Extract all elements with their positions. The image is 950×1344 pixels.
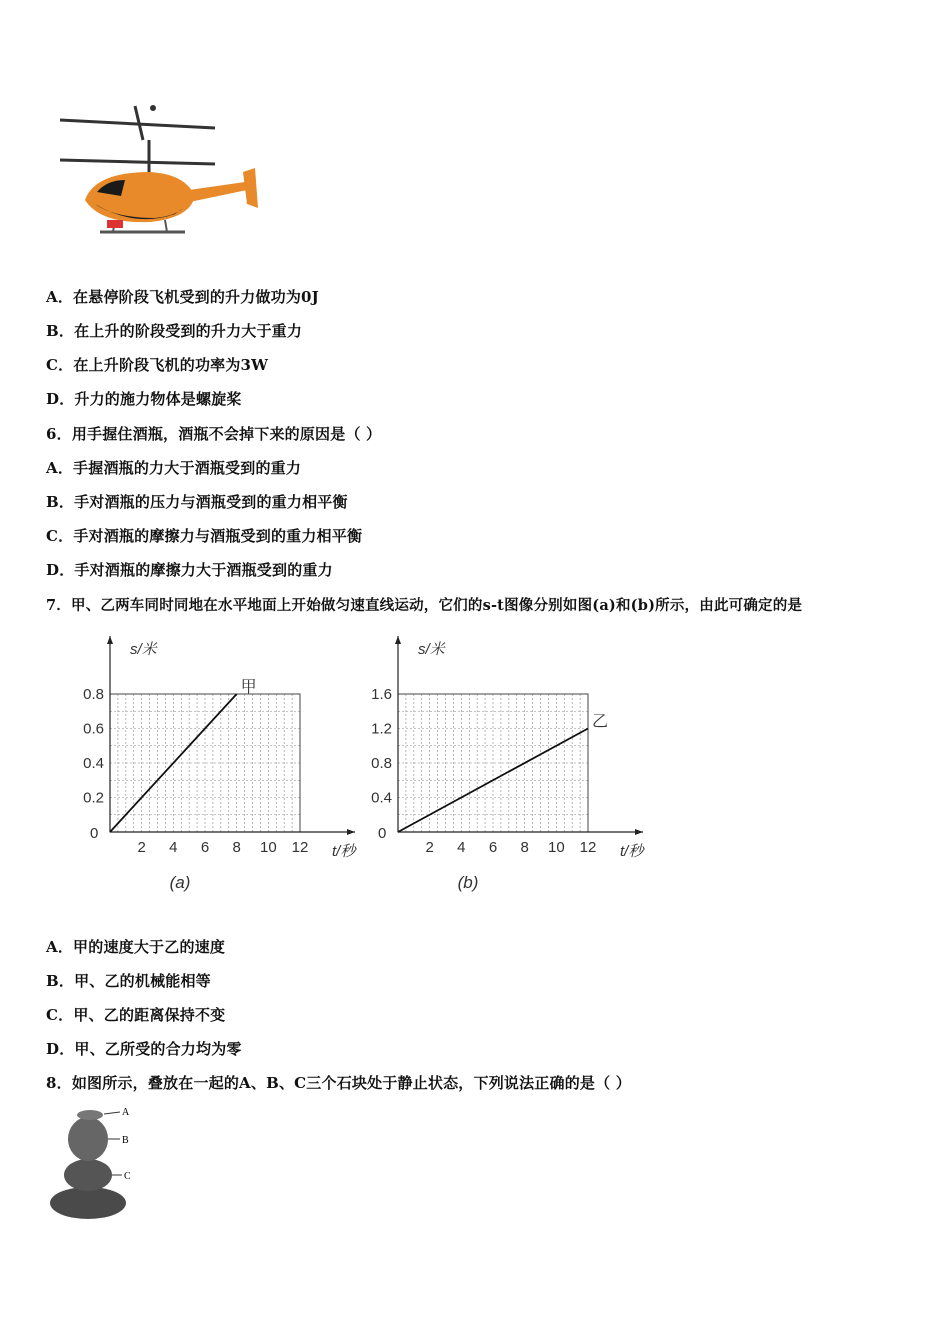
x-tick-label: 10	[259, 839, 277, 856]
y-tick-label: 0.8	[371, 755, 392, 772]
x-tick-label: 2	[137, 839, 146, 856]
y-tick-label: 0.8	[83, 686, 104, 703]
x-tick-label: 8	[520, 839, 529, 856]
y-axis-label: s/米	[418, 641, 445, 658]
x-tick-label: 6	[488, 839, 498, 856]
y-axis-arrow	[107, 636, 113, 644]
x-tick-label: 6	[200, 839, 210, 856]
x-tick-label: 4	[169, 839, 178, 856]
y-tick-label: 0.4	[371, 789, 392, 807]
origin-label: 0	[378, 825, 387, 842]
q5-option-a: A．在悬停阶段飞机受到的升力做功为0J	[46, 288, 319, 306]
stone-label-a: A	[122, 1107, 130, 1118]
y-axis-label: s/米	[130, 641, 157, 658]
x-tick-label: 8	[232, 839, 241, 856]
y-tick-label: 0.6	[83, 720, 104, 738]
q6-option-d: D．手对酒瓶的摩擦力大于酒瓶受到的重力	[46, 561, 333, 579]
q8-stem: 8．如图所示，叠放在一起的A、B、C三个石块处于静止状态，下列说法正确的是（ ）	[46, 1074, 631, 1092]
chart-a	[72, 632, 372, 902]
x-tick-label: 2	[425, 839, 434, 856]
x-axis-label: t/秒	[332, 843, 356, 860]
q7-option-c: C．甲、乙的距离保持不变	[46, 1006, 226, 1024]
chart-b	[360, 632, 660, 902]
stone-label-c: C	[124, 1171, 131, 1182]
x-tick-label: 10	[547, 839, 565, 856]
q6-option-a: A．手握酒瓶的力大于酒瓶受到的重力	[46, 459, 302, 477]
q7-option-b: B．甲、乙的机械能相等	[46, 972, 211, 990]
origin-label: 0	[90, 825, 99, 842]
x-axis-arrow	[635, 829, 643, 835]
x-axis-arrow	[347, 829, 355, 835]
x-tick-label: 4	[457, 839, 466, 856]
chart-caption: (a)	[169, 873, 191, 892]
q5-option-b: B．在上升的阶段受到的升力大于重力	[46, 322, 303, 340]
helicopter-figure	[55, 100, 265, 250]
q5-option-c: C．在上升阶段飞机的功率为3W	[46, 356, 269, 374]
x-tick-label: 12	[291, 839, 309, 856]
q6-option-c: C．手对酒瓶的摩擦力与酒瓶受到的重力相平衡	[46, 527, 363, 545]
x-axis-label: t/秒	[620, 843, 644, 860]
series-label: 乙	[592, 713, 609, 731]
series-label: 甲	[240, 679, 257, 696]
stone-label-b: B	[122, 1135, 129, 1146]
q5-option-d: D．升力的施力物体是螺旋桨	[46, 390, 242, 408]
q7-stem: 7．甲、乙两车同时同地在水平地面上开始做匀速直线运动，它们的s-t图像分别如图(a)和(b)所示，由此可确定的是	[46, 597, 803, 614]
q6-option-b: B．手对酒瓶的压力与酒瓶受到的重力相平衡	[46, 493, 348, 511]
y-tick-label: 0.2	[83, 789, 104, 807]
y-tick-label: 1.2	[371, 720, 392, 738]
y-tick-label: 0.4	[83, 755, 104, 772]
q6-stem: 6．用手握住酒瓶，酒瓶不会掉下来的原因是（ ）	[46, 425, 382, 443]
y-tick-label: 1.6	[371, 686, 392, 703]
chart-caption: (b)	[457, 873, 479, 892]
stacked-stones-figure	[48, 1103, 138, 1223]
q7-option-a: A．甲的速度大于乙的速度	[46, 938, 226, 956]
y-axis-arrow	[395, 636, 401, 644]
x-tick-label: 12	[579, 839, 597, 856]
q7-option-d: D．甲、乙所受的合力均为零	[46, 1040, 242, 1058]
